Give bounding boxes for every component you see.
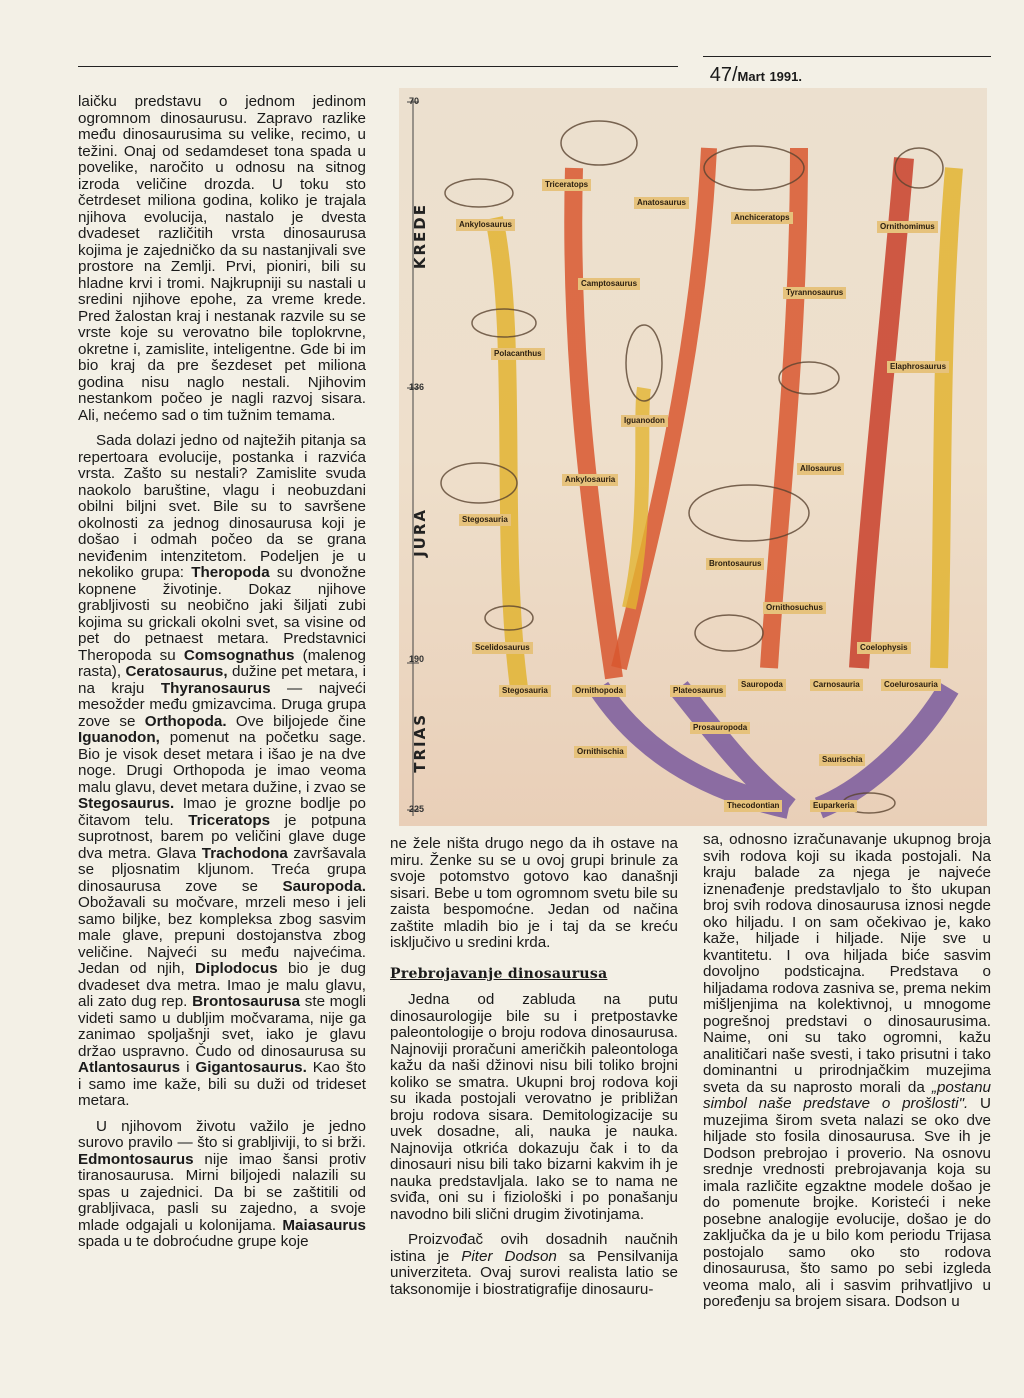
- person-name: Piter Dodson: [461, 1247, 557, 1265]
- left-paragraph-3: U njihovom životu važilo je jedno surovo pravilo — što si grabljiviji, to si brži. Edmontosaurus nije imao šansi protiv tiranosaurusa. Mirni biljojedi nalazili su spas u zajednici. Da bi se zaštitili od grabljivaca, pasli su zajedno, a svoje mlade odgajali u kolonijama. Maiasaurus spada u te dobroćudne grupe koje: [78, 1117, 366, 1250]
- term-edmontosaurus: Edmontosaurus: [78, 1150, 194, 1168]
- quoted-phrase: „postanu simbol naše predstave o prošlosti".: [703, 1078, 991, 1112]
- tick-label-136: 136: [409, 382, 425, 392]
- term-trachodona: Trachodona: [201, 844, 288, 862]
- label-stegosauria-base: Stegosauria: [499, 685, 551, 697]
- term-triceratops: Triceratops: [188, 811, 271, 829]
- term-atlantosaurus: Atlantosaurus: [78, 1059, 181, 1076]
- root-branches: [599, 688, 949, 808]
- label-carnosauria: Carnosauria: [810, 679, 863, 691]
- label-ankylosauria: Ankylosauria: [562, 474, 618, 486]
- left-column: [78, 94, 366, 1251]
- dinosaur-evolution-figure: [399, 88, 987, 826]
- label-polacanthus: Polacanthus: [491, 348, 545, 360]
- label-plateosaurus: Plateosaurus: [670, 685, 726, 697]
- middle-paragraph-2: Jedna od zabluda na putu dinosaurologije bile su i pretpostavke paleontologije o broju rodova dinosaurusa. Najnoviji proračuni američkih paleontologa kažu da naši džinovi nisu bili toliko brojni koliko se smatra. Ukupni broj rodova koji su ikada postojali verovatno je približan broju rodova sisara. Demitologizacije su uvek dosadne, ali, nauka je nauka. Najnovija otkrića dokazuju čak i to da dinosauri nisu bili tako bizarni kakvim ih je nauka predstavljala. Iako se to nama ne sviđa, oni su i fiziološki i po ponašanju navodno bili slični drugim životinjama.: [390, 991, 678, 1223]
- label-ankylosaurus: Ankylosaurus: [456, 219, 515, 231]
- left-paragraph-2: Sada dolazi jedno od najtežih pitanja sa repertoara evolucije, postanka i razvića vrsta. Zašto su nestali? Zamislite svuda naokolo baruštine, vlagu i neobuzdani obilni biljni svet. Bile su to savršene okolnosti za jednog dinosaurusa koji je došao i odmah počeo da se grana neviđenim intenzitetom. Podeljen je u nekoliko grupa: Theropoda su dvonožne kopnene životinje. Dokaz njihove grabljivosti su neobično jaki šiljati zubi kojima su grickali okolni svet, sa visine od pet do petnaest metara. Predstavnici Theropoda su Comsognathus (malenog rasta), Ceratosaurus, dužine pet metara, i na kraju Thyranosaurus — najveći mesožder među gmizavcima. Druga grupa zove se Orthopoda. Ove biljojede čine Iguanodon, pomenut na početku sage. Bio je visok deset metara i išao je na dve noge. Drugi Orthopoda je imao veoma malu glavu, devet metara dužine, i zvao se Stegosaurus. Imao je grozne bodlje po čitavom telu. Triceratops je potpuna suprotnost, barem po veličini glave duge dva metra. Glava Trachodona završavala se pljosnatim kljunom. Treća grupa dinosaurusa zove se Sauropoda. Obožavali su močvare, mrzeli meso i jeli samo biljke, bez kompleksa zbog sasvim male glave, prepuni dostojanstva zbog veličine. Najveći su među najvećima. Jedan od njih, Diplodocus bio je dug dvadeset dva metra. Imao je malu glavu, ali zato dug rep. Brontosaurusa ste mogli videti samo u dubljim močvarama, nije ga zanimao spoljašnji svet, iako je glavu držao uspravno. Čudo od dinosaurusa su Atlantosaurus i Gigantosaurus. Kao što i samo ime kaže, bili su duži od trideset metara.: [78, 432, 366, 1109]
- term-gigantosaurus: Gigantosaurus.: [195, 1059, 307, 1076]
- brachiosaurus-sketch: [704, 146, 804, 190]
- branch-coelurosauria: [939, 168, 954, 668]
- term-brontosaurusa: Brontosaurusa: [192, 993, 301, 1010]
- label-ornithopoda: Ornithopoda: [572, 685, 626, 697]
- section-heading: Prebrojavanje dinosaurusa: [390, 965, 608, 982]
- label-ornithomimus: Ornithomimus: [877, 221, 938, 233]
- right-paragraph-1: sa, odnosno izračunavanje ukupnog broja svih rodova koji su ikada postojali. Na kraju balade za njega je najveće iznenađenje predstavljalo to što ukupan broj svih rodova dinosaurusa iznosi negde oko hiljadu. I on sam očekivao je, kako kaže, hiljade i hiljade. Nije sve u kvantitetu. I ova hiljada biće sasvim dovoljno podsticajna. Predstava o hiljadama rodova zasniva se, prema nekim mišljenjima na kolektivnoj, u mnogome pogrešnoj predstavi o dinosaurusima. Naime, oni su tako ogromni, kažu analitičari naše svesti, i tako prisutni i tako dominantni u prirodnjačkim muzejima sveta da su naprosto morali da „postanu simbol naše predstave o prošlosti". U muzejima širom sveta nalazi se oko dve hiljade sto fosila dinosaurusa. Sve ih je Dodson prebrojao i proverio. Na osnovu srednje vrednosti prebrojavanja koja su imala različite egzaktne modele došao je do pomenute brojke. Koristeći i neke posebne analogije evolucije, došao je do zaključka da je u bilo kom periodu Trijasa postojalo samo oko sto rodova dinosaurusa, što samo po sebi izgleda veoma malo, ali i sasvim prihvatljivo u poređenju sa brojem sisara. Dodson u: [703, 831, 991, 1310]
- label-euparkeria: Euparkeria: [810, 800, 857, 812]
- branch-sauropoda: [769, 148, 799, 668]
- evolution-branches: [399, 88, 987, 826]
- label-tyrannosaurus: Tyrannosaurus: [783, 287, 846, 299]
- term-diplodocus: Diplodocus: [195, 960, 278, 977]
- label-coelurosauria: Coelurosauria: [881, 679, 941, 691]
- label-iguanodon: Iguanodon: [621, 415, 668, 427]
- page-month: Mart: [737, 69, 765, 84]
- period-trias: TRIAS: [411, 713, 429, 773]
- tick-label-225: 225: [409, 804, 425, 814]
- term-sauropoda: Sauropoda.: [282, 877, 366, 895]
- plateosaurus-sketch: [695, 615, 763, 651]
- label-prosauropoda: Prosauropoda: [690, 722, 750, 734]
- middle-paragraph-3: Proizvođač ovih dosadnih naučnih istina je Piter Dodson sa Pensilvanija univerziteta. Ovaj surovi realista latio se taksonomije i biostratigrafije dinosauru-: [390, 1231, 678, 1298]
- period-jura: JURA: [411, 508, 429, 557]
- label-saurischia: Saurischia: [819, 754, 865, 766]
- top-rule-left: [78, 66, 678, 67]
- triceratops-sketch: [561, 121, 637, 165]
- label-scelidosaurus: Scelidosaurus: [472, 642, 533, 654]
- label-brontosaurus: Brontosaurus: [706, 558, 764, 570]
- label-triceratops: Triceratops: [542, 179, 591, 191]
- right-column: [703, 832, 991, 1311]
- label-coelophysis: Coelophysis: [857, 642, 911, 654]
- term-orthopoda: Orthopoda.: [144, 712, 227, 730]
- branch-ankylosauria: [494, 218, 519, 688]
- label-thecodontian: Thecodontian: [724, 800, 782, 812]
- label-camptosaurus: Camptosaurus: [578, 278, 640, 290]
- label-anchiceratops: Anchiceratops: [731, 212, 793, 224]
- middle-paragraph-1: ne žele ništa drugo nego da ih ostave na miru. Ženke su se u ovoj grupi brinule za svoje potomstvo gotovo kao današnji sisari. Bebe u tom ogromnom svetu bile su zaista bespomoćne. Jedan od načina zaštite mladih bio je i taj da se kreću isključivo u sredini krda.: [390, 835, 678, 951]
- left-paragraph-1: laičku predstavu o jednom jedinom ogromnom dinosaurusu. Zapravo razlike među dinosaurusima su velike, recimo, u težini. Onaj od sedamdeset tona spada u povelike, naročito u odnosu na sitnog izroda veličine drozda. U toku sto četrdeset miliona godina, koliko je trajala njihova evolucija, nastalo je dvesta dvadeset različitih vrsta dinosaurusa kojima je zajedničko da su nastanjivali sve prostore na Zemlji. Prvi, pioniri, bili su hladne krvi i tromi. Najkrupniji su nastali u sredini njihove epohe, za vreme krede. Pred žalostan kraj i nestanak razvile su se vrste koje su verovatno bile toplokrvne, okretne i, zamislite, inteligentne. Gde bi im bio kraj da pre šezdeset pet miliona godina nisu naglo nestali. Njihovim nestankom počeo je nagli razvoj sisara. Ali, nećemo sad o tim tužnim temama.: [78, 93, 366, 424]
- label-allosaurus: Allosaurus: [797, 463, 844, 475]
- label-sauropoda: Sauropoda: [738, 679, 786, 691]
- term-iguanodon: Iguanodon,: [78, 729, 160, 746]
- branch-ceratopsia: [573, 168, 614, 678]
- term-comsognathus: Comsognathus: [183, 646, 295, 664]
- term-theropoda: Theropoda: [191, 564, 270, 581]
- tick-label-190: 190: [409, 654, 425, 664]
- term-thyranosaurus: Thyranosaurus: [160, 679, 271, 697]
- branch-carnosauria: [859, 158, 904, 668]
- page-number: 47/: [709, 64, 738, 86]
- label-elaphrosaurus: Elaphrosaurus: [887, 361, 949, 373]
- period-krede: KREDE: [411, 203, 429, 270]
- label-stegosauria: Stegosauria: [459, 514, 511, 526]
- term-ceratosaurus: Ceratosaurus,: [125, 663, 228, 680]
- page-year: 1991.: [769, 69, 802, 84]
- page-folio: [710, 64, 802, 87]
- label-anatosaurus: Anatosaurus: [634, 197, 689, 209]
- term-maiasaurus: Maiasaurus: [282, 1216, 366, 1234]
- brontosaurus-sketch: [689, 485, 809, 541]
- tick-label-70: 70: [409, 96, 420, 106]
- top-rule-right: [703, 56, 991, 57]
- label-ornithischia: Ornithischia: [574, 746, 627, 758]
- ankylosaurus-sketch: [445, 179, 513, 207]
- term-stegosaurus: Stegosaurus.: [78, 795, 175, 812]
- label-ornithosuchus: Ornithosuchus: [763, 602, 826, 614]
- middle-column: [390, 836, 678, 1298]
